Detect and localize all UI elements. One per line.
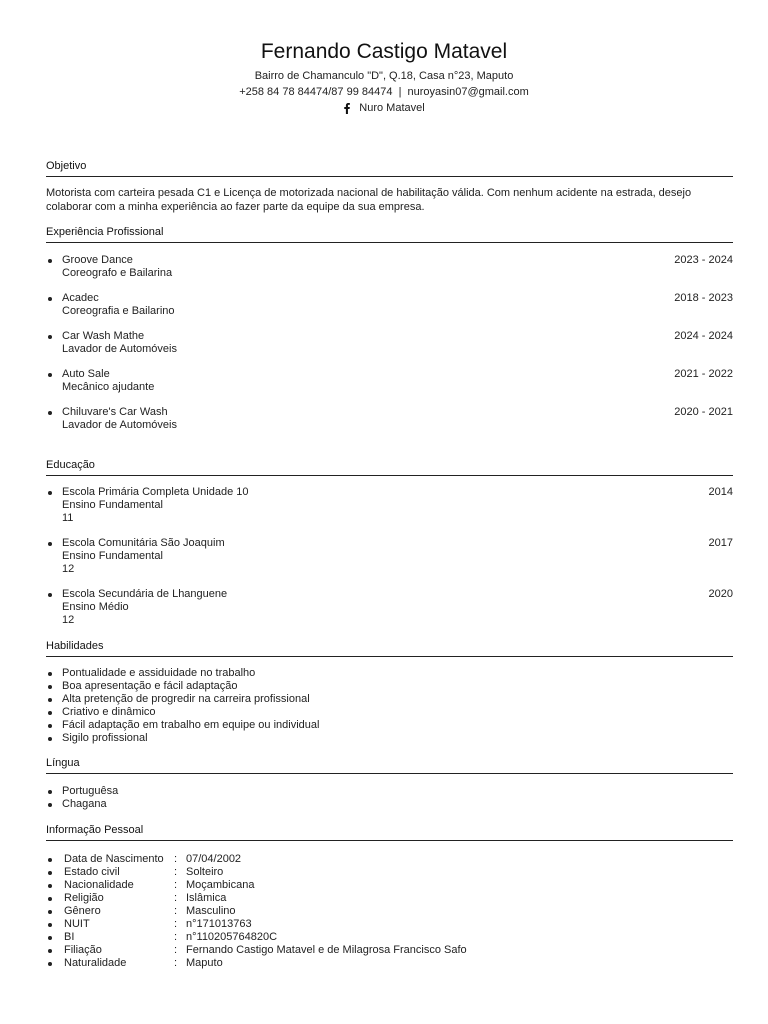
facebook-name: Nuro Matavel — [359, 102, 425, 114]
education-school: Escola Comunitária São Joaquim — [62, 537, 225, 549]
experience-role: Lavador de Automóveis — [62, 343, 177, 355]
bullet — [48, 593, 52, 597]
personal-info-label: Filiação — [64, 944, 102, 956]
education-level: Ensino Fundamental — [62, 499, 163, 511]
personal-info-row — [46, 879, 733, 892]
personal-info-value: n°171013763 — [186, 918, 252, 930]
separator: : — [174, 931, 178, 943]
experience-role: Lavador de Automóveis — [62, 419, 177, 431]
bullet — [48, 373, 52, 377]
personal-info-value: Masculino — [186, 905, 236, 917]
section-title-objective: Objetivo — [46, 159, 733, 177]
education-school: Escola Secundária de Lhanguene — [62, 588, 228, 600]
languages-list — [46, 785, 733, 811]
personal-info-label: NUIT — [64, 918, 90, 930]
separator: : — [174, 957, 178, 969]
skill-item: Criativo e dinâmico — [46, 706, 733, 719]
personal-info-value: Moçambicana — [186, 879, 255, 891]
personal-info-label: Religião — [64, 892, 104, 904]
experience-company: Auto Sale — [62, 368, 110, 380]
language-item: Chagana — [46, 798, 733, 811]
education-grade: 12 — [62, 563, 75, 575]
contact-line: +258 84 78 84474/87 99 84474 | nuroyasin07@gmail.com — [239, 86, 529, 98]
personal-info-row — [46, 905, 733, 918]
personal-info-row — [46, 853, 733, 866]
experience-company: Groove Dance — [62, 254, 133, 266]
separator: : — [174, 918, 178, 930]
education-item — [46, 486, 733, 525]
experience-period: 2021 - 2022 — [674, 368, 733, 380]
skill-item: Pontualidade e assiduidade no trabalho — [46, 667, 733, 680]
personal-info-row — [46, 892, 733, 905]
personal-info-value: Maputo — [186, 957, 223, 969]
personal-info-value: Fernando Castigo Matavel e de Milagrosa Francisco Safo — [186, 944, 467, 956]
education-year: 2020 — [708, 588, 733, 600]
bullet — [48, 491, 52, 495]
experience-company: Chiluvare's Car Wash — [62, 406, 168, 418]
bullet — [48, 542, 52, 546]
experience-period: 2018 - 2023 — [674, 292, 733, 304]
education-item — [46, 537, 733, 576]
experience-item — [46, 254, 733, 280]
education-year: 2014 — [708, 486, 733, 498]
experience-item — [46, 368, 733, 394]
bullet — [48, 411, 52, 415]
separator: : — [174, 905, 178, 917]
section-title-education: Educação — [46, 458, 733, 476]
experience-item — [46, 330, 733, 356]
education-item — [46, 588, 733, 627]
skill-item: Boa apresentação e fácil adaptação — [46, 680, 733, 693]
skill-item: Fácil adaptação em trabalho em equipe ou individual — [46, 719, 733, 732]
personal-info-label: Naturalidade — [64, 957, 127, 969]
facebook-icon — [343, 103, 351, 114]
candidate-name: Fernando Castigo Matavel — [260, 40, 508, 63]
education-level: Ensino Médio — [62, 601, 129, 613]
education-school: Escola Primária Completa Unidade 10 — [62, 486, 249, 498]
personal-info-value: Islâmica — [186, 892, 227, 904]
personal-info-row — [46, 866, 733, 879]
personal-info-value: 07/04/2002 — [186, 853, 242, 865]
section-title-skills: Habilidades — [46, 639, 733, 657]
experience-period: 2024 - 2024 — [674, 330, 733, 342]
experience-role: Coreografia e Bailarino — [62, 305, 175, 317]
personal-info-label: BI — [64, 931, 75, 943]
personal-info-row — [46, 957, 733, 970]
separator: : — [174, 853, 178, 865]
address: Bairro de Chamanculo "D", Q.18, Casa n°23, Maputo — [254, 70, 514, 82]
experience-role: Mecânico ajudante — [62, 381, 155, 393]
personal-info-value: Solteiro — [186, 866, 224, 878]
experience-company: Acadec — [62, 292, 99, 304]
personal-info-label: Gênero — [64, 905, 101, 917]
section-title-personal: Informação Pessoal — [46, 823, 733, 841]
skill-item: Alta pretenção de progredir na carreira profissional — [46, 693, 733, 706]
experience-company: Car Wash Mathe — [62, 330, 145, 342]
personal-info-row — [46, 918, 733, 931]
objective-text: Motorista com carteira pesada C1 e Licença de motorizada nacional de habilitação válida. Com nenhum acidente na estrada, desejo colaborar com a minha experiência ao fazer parte da equipe da sua empresa. — [46, 187, 692, 213]
language-item: Portuguêsa — [46, 785, 733, 798]
separator: : — [174, 866, 178, 878]
experience-item — [46, 292, 733, 318]
education-year: 2017 — [708, 537, 733, 549]
education-level: Ensino Fundamental — [62, 550, 163, 562]
section-title-experience: Experiência Profissional — [46, 225, 733, 243]
resume-header — [0, 38, 768, 119]
separator: : — [174, 892, 178, 904]
skills-list — [46, 667, 733, 745]
personal-info-row — [46, 931, 733, 944]
personal-info-row — [46, 944, 733, 957]
separator: : — [174, 944, 178, 956]
section-title-languages: Língua — [46, 756, 733, 774]
personal-info-value: n°110205764820C — [186, 931, 278, 943]
experience-role: Coreografo e Bailarina — [62, 267, 173, 279]
personal-info-label: Estado civil — [64, 866, 120, 878]
separator: : — [174, 879, 178, 891]
skill-item: Sigilo profissional — [46, 732, 733, 745]
experience-period: 2020 - 2021 — [674, 406, 733, 418]
bullet — [48, 297, 52, 301]
bullet — [48, 335, 52, 339]
experience-item — [46, 406, 733, 432]
bullet — [48, 259, 52, 263]
personal-info-label: Data de Nascimento — [64, 853, 164, 865]
facebook-row — [0, 100, 768, 119]
education-grade: 11 — [62, 512, 74, 524]
personal-info-label: Nacionalidade — [64, 879, 134, 891]
education-grade: 12 — [62, 614, 75, 626]
experience-period: 2023 - 2024 — [674, 254, 733, 266]
personal-info-list — [46, 853, 733, 970]
